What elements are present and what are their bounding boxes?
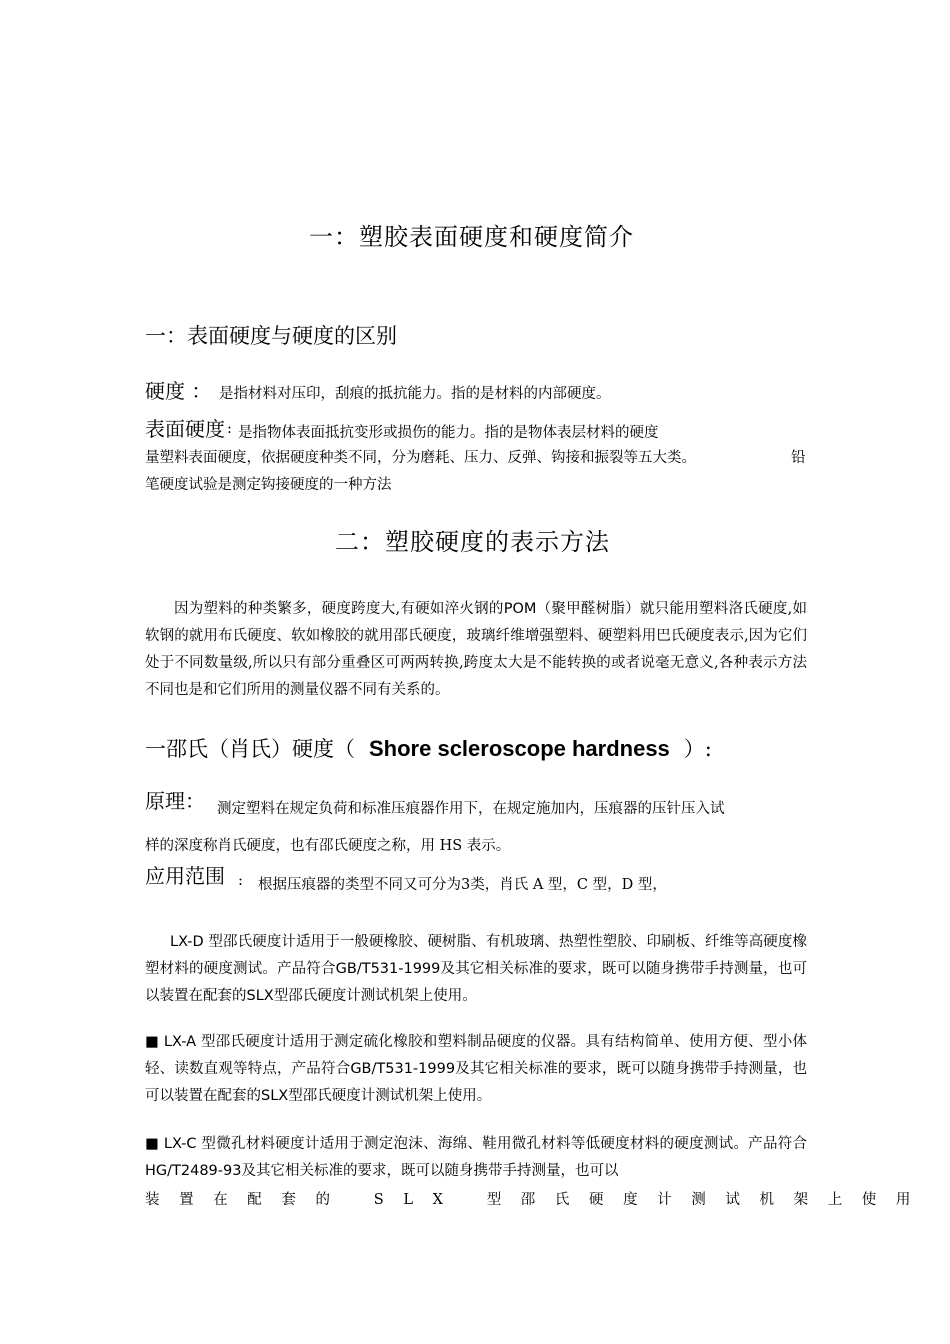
- hardness-term: 硬度 ：: [145, 379, 212, 403]
- surface-hardness-line2-tail: 铅: [791, 450, 806, 466]
- lxc-text-a: 型微孔材料硬度计适用于测定泡沫、海绵、鞋用微孔材料等低硬度材料的硬度测试。产品符合: [201, 1136, 808, 1152]
- surface-hardness-line3: 笔硬度试验是测定钩接硬度的一种方法: [145, 477, 392, 493]
- lxc-text-b: 及其它相关标准的要求，既可以随身携带手持测量，也可以: [241, 1163, 619, 1179]
- lxa-text-b: 及其它相关标准的要求，既可以随身携带手持测量，也可以装置在配套的: [145, 1061, 808, 1104]
- lxa-model: LX-A: [163, 1034, 197, 1050]
- lxd-slx: SLX: [246, 988, 274, 1004]
- lxc-standard: HG/T2489-93: [145, 1163, 242, 1179]
- section1-heading: 一：表面硬度与硬度的区别: [145, 324, 397, 348]
- lxa-text-c: 型邵氏硬度计测试机架上使用。: [288, 1088, 492, 1104]
- lxd-text-b: 及其它相关标准的要求，既可以随身携带手持测量，也可以装置在配套的: [145, 961, 808, 1004]
- surface-hardness-definition: 是指物体表面抵抗变形或损伤的能力。指的是物体表层材料的硬度: [238, 425, 659, 441]
- lxd-text-a: 型邵氏硬度计适用于一般硬橡胶、硬树脂、有机玻璃、热塑性塑胶、印刷板、纤维等高硬度橡塑材料的硬度测试。产品符合: [145, 934, 808, 977]
- shore-heading-end: ）:: [683, 737, 712, 761]
- lxd-model: LX-D: [170, 934, 204, 950]
- principle-line2: 样的深度称肖氏硬度，也有邵氏硬度之称，用 HS 表示。: [145, 838, 511, 854]
- lxa-standard: GB/T531-1999: [350, 1061, 456, 1077]
- lxc-last-line: 装置在配套的 SLX 型邵氏硬度计测试机架上使用: [145, 1192, 931, 1208]
- hardness-definition: 是指材料对压印，刮痕的抵抗能力。指的是材料的内部硬度。: [219, 386, 611, 402]
- lxd-text-c: 型邵氏硬度计测试机架上使用。: [273, 988, 477, 1004]
- lxc-paragraph: [145, 1131, 807, 1185]
- para-text-c: （聚甲醛树脂）就只能用塑料洛氏硬度,如软钢的就用布氏硬度、软如橡胶的就用邵氏硬度，玻璃纤维增强塑料、硬塑料用巴氏硬度表示,因为它们处于不同数量级,所以只有部分重叠区可两两转换,跨度太大是不能转换的或者说毫无意义,各种表示方法不同也是和它们所用的测量仪器不同有关系的。: [145, 601, 808, 698]
- lxa-slx: SLX: [261, 1088, 289, 1104]
- shore-heading-en: Shore scleroscope hardness: [369, 736, 670, 761]
- lxc-bullet: ■: [145, 1136, 159, 1152]
- para-text-a: 因为塑料的种类繁多，硬度跨度大,有硬如淬火钢的: [174, 601, 504, 617]
- principle-line1: 测定塑料在规定负荷和标准压痕器作用下，在规定施加内，压痕器的压针压入试: [217, 801, 725, 817]
- pom-term: POM: [503, 601, 537, 617]
- lxa-bullet: ■: [145, 1034, 159, 1050]
- shore-heading-cn: 一邵氏（肖氏）硬度（: [145, 737, 355, 761]
- lxa-paragraph: [145, 1029, 807, 1110]
- lxd-paragraph: [145, 929, 807, 1010]
- surface-hardness-term: 表面硬度: [145, 417, 225, 441]
- shore-heading: [145, 733, 712, 763]
- lxa-text-a: 型邵氏硬度计适用于测定硫化橡胶和塑料制品硬度的仪器。具有结构简单、使用方便、型小体轻、读数直观等特点，产品符合: [145, 1034, 808, 1077]
- lxc-model: LX-C: [163, 1136, 197, 1152]
- surface-hardness-colon: :: [227, 421, 232, 437]
- scope-definition: 根据压痕器的类型不同又可分为3类，肖氏 A 型，C 型，D 型，: [258, 877, 667, 893]
- scope-colon: :: [238, 873, 243, 889]
- surface-hardness-line2: 量塑料表面硬度，依据硬度种类不同，分为磨耗、压力、反弹、钩接和振裂等五大类。: [145, 450, 696, 466]
- principle-term: 原理：: [145, 789, 205, 813]
- section2-heading: 二：塑胶硬度的表示方法: [335, 528, 610, 556]
- scope-term: 应用范围: [145, 864, 225, 888]
- document-title: 一：塑胶表面硬度和硬度简介: [309, 223, 634, 251]
- section2-paragraph: [145, 596, 807, 704]
- lxd-standard: GB/T531-1999: [335, 961, 441, 977]
